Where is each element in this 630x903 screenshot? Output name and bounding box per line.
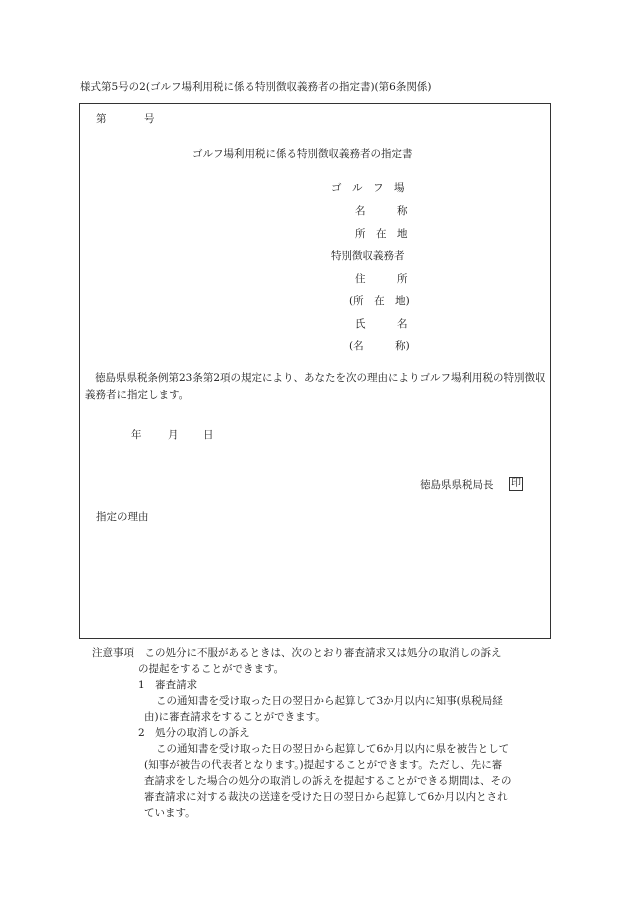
notes-item-2-title: 2 処分の取消しの訴え bbox=[138, 727, 250, 739]
field-name-paren: (名 称) bbox=[349, 340, 410, 352]
field-person-name: 氏 名 bbox=[355, 318, 408, 330]
notes-item-1-line-1: この通知書を受け取った日の翌日から起算して3か月以内に知事(県税局経 bbox=[156, 695, 503, 707]
field-name: 名 称 bbox=[355, 205, 408, 217]
collector-heading: 特別徴収義務者 bbox=[331, 250, 405, 262]
seal-box: 印 bbox=[511, 478, 521, 489]
field-location-paren: (所 在 地) bbox=[349, 295, 410, 307]
notes-item-2-line-2: (知事が被告の代表者となります。)提起することができます。ただし、先に審 bbox=[144, 759, 503, 771]
field-golf-course: ゴ ル フ 場 bbox=[331, 182, 405, 194]
notes-item-1-line-2: 由)に審査請求をすることができます。 bbox=[144, 711, 326, 723]
notes-item-1-title: 1 審査請求 bbox=[138, 679, 198, 691]
doc-number-go: 号 bbox=[144, 113, 155, 125]
doc-number-dai: 第 bbox=[96, 113, 107, 125]
reason-label: 指定の理由 bbox=[96, 511, 149, 523]
body-paragraph: 徳島県県税条例第23条第2項の規定により、あなたを次の理由によりゴルフ場利用税の特別徴収義務者に指定します。 bbox=[85, 372, 546, 401]
notes-item-2-line-1: この通知書を受け取った日の翌日から起算して6か月以内に県を被告として bbox=[156, 743, 510, 755]
document-title: ゴルフ場利用税に係る特別徴収義務者の指定書 bbox=[192, 148, 413, 160]
date-month: 月 bbox=[168, 429, 179, 441]
issuer-title: 徳島県県税局長 bbox=[420, 479, 494, 491]
form-title: 様式第5号の2(ゴルフ場利用税に係る特別徴収義務者の指定書)(第6条関係) bbox=[80, 81, 432, 93]
date-day: 日 bbox=[203, 429, 214, 441]
notes-item-2-line-3: 査請求をした場合の処分の取消しの訴えを提起することができる期間は、その bbox=[144, 775, 512, 787]
notes-line-2: の提起をすることができます。 bbox=[138, 663, 285, 675]
field-location: 所 在 地 bbox=[355, 228, 408, 240]
notes-line-1: 注意事項 この処分に不服があるときは、次のとおり審査請求又は処分の取消しの訴え bbox=[92, 647, 502, 659]
notes-item-2-line-5: ています。 bbox=[144, 807, 196, 819]
field-address: 住 所 bbox=[355, 273, 408, 285]
date-year: 年 bbox=[131, 429, 142, 441]
notes-item-2-line-4: 審査請求に対する裁決の送達を受けた日の翌日から起算して6か月以内とされ bbox=[144, 791, 508, 803]
